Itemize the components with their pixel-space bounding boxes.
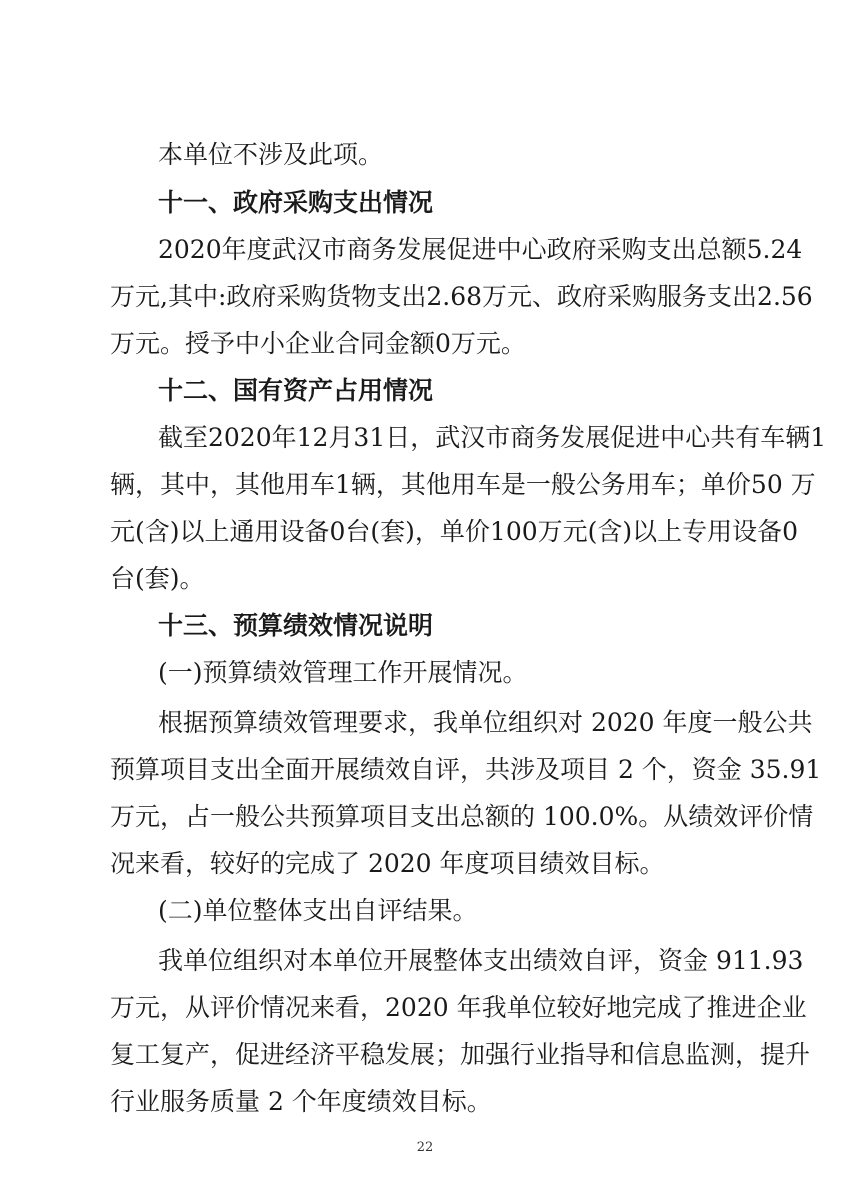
performance-line-3: 万元，占一般公共预算项目支出总额的 100.0%。从绩效评价情 [110, 802, 814, 831]
subheading-performance-management: (一)预算绩效管理工作开展情况。 [158, 658, 528, 687]
heading-budget-performance: 十三、预算绩效情况说明 [158, 611, 434, 640]
performance-line-2: 预算项目支出全面开展绩效自评，共涉及项目 2 个，资金 35.91 [110, 755, 822, 784]
page-number: 22 [416, 1140, 434, 1155]
overall-line-3: 复工复产，促进经济平稳发展；加强行业指导和信息监测，提升 [110, 1040, 811, 1069]
paragraph-not-applicable: 本单位不涉及此项。 [158, 140, 384, 169]
heading-state-assets: 十二、国有资产占用情况 [158, 376, 434, 405]
assets-line-2: 辆，其中，其他用车1辆，其他用车是一般公务用车；单价50 万 [110, 470, 816, 499]
assets-line-1: 截至2020年12月31日，武汉市商务发展促进中心共有车辆1 [158, 423, 827, 452]
assets-line-4: 台(套)。 [110, 564, 205, 593]
subheading-overall-expenditure: (二)单位整体支出自评结果。 [158, 896, 478, 925]
performance-line-4: 况来看，较好的完成了 2020 年度项目绩效目标。 [110, 849, 665, 878]
assets-line-3: 元(含)以上通用设备0台(套)，单价100万元(含)以上专用设备0 [110, 517, 799, 546]
overall-line-1: 我单位组织对本单位开展整体支出绩效自评，资金 911.93 [158, 946, 804, 975]
procurement-line-1: 2020年度武汉市商务发展促进中心政府采购支出总额5.24 [158, 235, 803, 264]
performance-line-1: 根据预算绩效管理要求，我单位组织对 2020 年度一般公共 [158, 708, 813, 737]
heading-government-procurement: 十一、政府采购支出情况 [158, 188, 434, 217]
overall-line-2: 万元，从评价情况来看，2020 年我单位较好地完成了推进企业 [110, 993, 807, 1022]
procurement-line-3: 万元。授予中小企业合同金额0万元。 [110, 329, 526, 358]
procurement-line-2: 万元,其中:政府采购货物支出2.68万元、政府采购服务支出2.56 [110, 282, 813, 311]
overall-line-4: 行业服务质量 2 个年度绩效目标。 [110, 1087, 492, 1116]
